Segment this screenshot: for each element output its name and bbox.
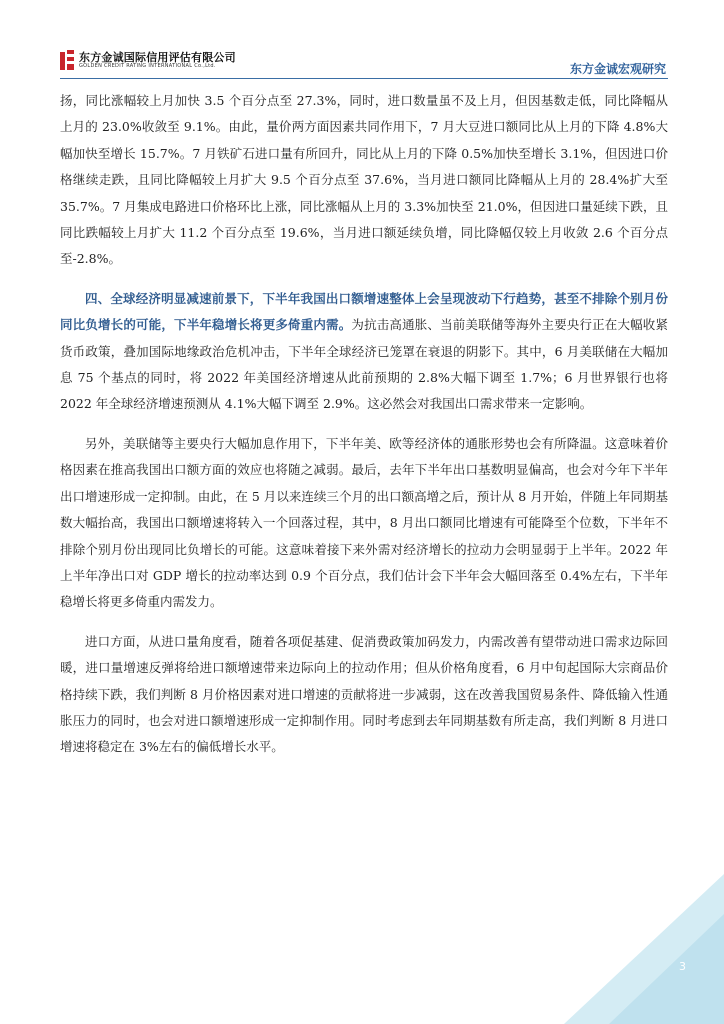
paragraph: 另外，美联储等主要央行大幅加息作用下，下半年美、欧等经济体的通胀形势也会有所降温。这意味着价格因素在推高我国出口额方面的效应也将随之减弱。最后，去年下半年出口基数明显偏高，也会对今年下半年出口增速形成一定抑制。由此，在 5 月以来连续三个月的出口额高增之后，预计从 8 月开始，伴随上年同期基数大幅抬高，我国出口额增速将转入一个回落过程，其中，8 月出口额同比增速有可能降至个位数，下半年不排除个别月份出现同比负增长的可能。这意味着接下来外需对经济增长的拉动力会明显弱于上半年。2022 年上半年净出口对 GDP 增长的拉动率达到 0.9 个百分点，我们估计会下半年会大幅回落至 0.4%左右，下半年稳增长将更多倚重内需发力。 [60, 435, 668, 610]
header-divider [60, 78, 668, 79]
section-heading: 四、全球经济明显减速前景下，下半年我国出口额增速整体上会呈现波动下行趋势，甚至不排除个别月份同比负增长的可能，下半年稳增长将更多倚重内需。 [60, 290, 668, 333]
paragraph [60, 286, 668, 418]
series-brand: 东方金诚宏观研究 [569, 62, 666, 76]
page-number: 3 [679, 960, 686, 973]
company-logo-icon [60, 50, 74, 70]
paragraph-text: 为抗击高通胀、当前美联储等海外主要央行正在大幅收紧货币政策，叠加国际地缘政治危机冲击，下半年全球经济已笼罩在衰退的阴影下。其中，6 月美联储在大幅加息 75 个基点的同时，将 2022 年美国经济增速从此前预期的 2.8%大幅下调至 1.7%；6 月世界银行也将 2022 年全球经济增速预测从 4.1%大幅下调至 2.9%。这必然会对我国出口需求带来一定影响。 [60, 317, 668, 412]
page-header [0, 0, 724, 80]
company-name-cn: 东方金诚国际信用评估有限公司 [79, 51, 236, 64]
company-name-en: GOLDEN CREDIT RATING INTERNATIONAL Co.,Ltd. [79, 63, 216, 69]
paragraph: 进口方面，从进口量角度看，随着各项促基建、促消费政策加码发力，内需改善有望带动进口需求边际回暖，进口量增速反弹将给进口额增速带来边际向上的拉动作用；但从价格角度看，6 月中旬起国际大宗商品价格持续下跌，我们判断 8 月价格因素对进口增速的贡献将进一步减弱，这在改善我国贸易条件、降低输入性通胀压力的同时，也会对进口额增速形成一定抑制作用。同时考虑到去年同期基数有所走高，我们判断 8 月进口增速将稳定在 3%左右的偏低增长水平。 [60, 633, 668, 755]
paragraph: 扬，同比涨幅较上月加快 3.5 个百分点至 27.3%，同时，进口数量虽不及上月，但因基数走低，同比降幅从上月的 23.0%收敛至 9.1%。由此，量价两方面因素共同作用下，7 月大豆进口额同比从上月的下降 4.8%大幅加快至增长 15.7%。7 月铁矿石进口量有所回升，同比从上月的下降 0.5%加快至增长 3.1%，但因进口价格继续走跌，且同比降幅较上月扩大 9.5 个百分点至 37.6%，当月进口额同比降幅从上月的 28.4%扩大至 35.7%。7 月集成电路进口价格环比上涨，同比涨幅从上月的 3.3%加快至 21.0%，但因进口量延续下跌，且同比跌幅较上月扩大 11.2 个百分点至 19.6%，当月进口额延续负增，同比降幅仅较上月收敛 2.6 个百分点至-2.8%。 [60, 93, 668, 267]
document-body [60, 88, 668, 774]
corner-decoration [564, 874, 724, 1024]
